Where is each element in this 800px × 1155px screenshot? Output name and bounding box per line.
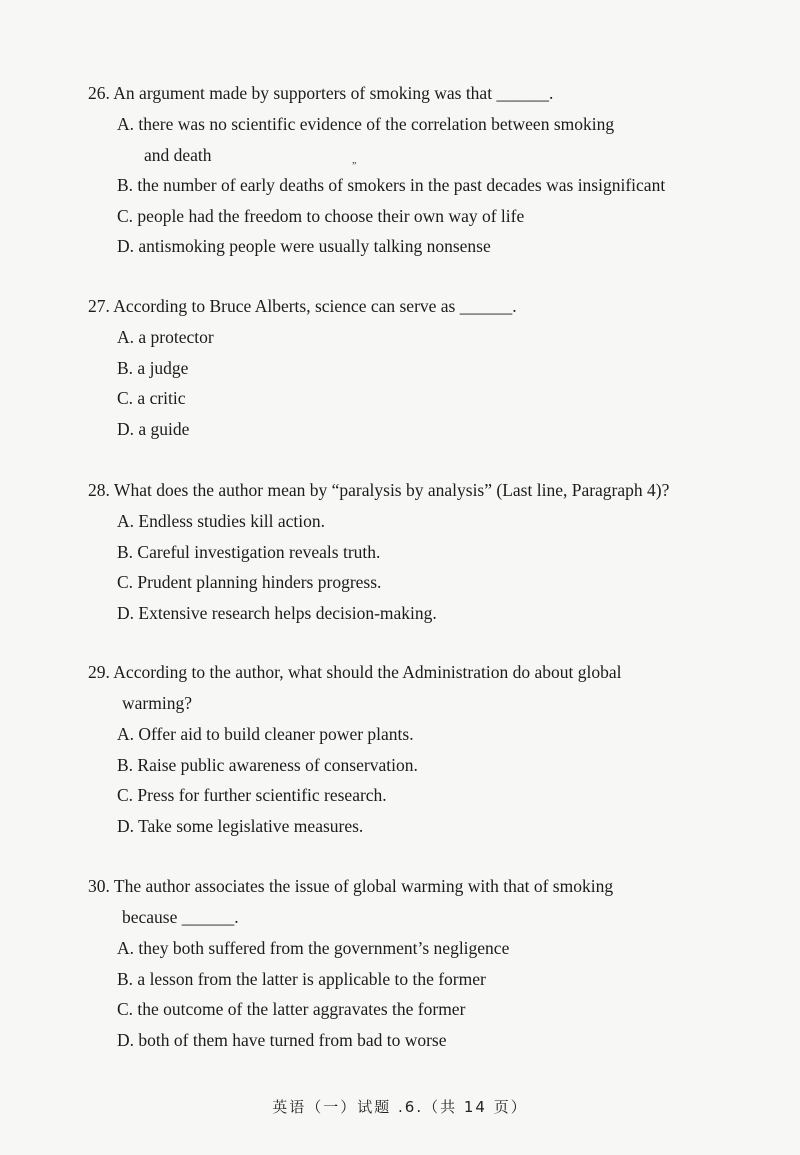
question-29 [88, 657, 733, 841]
question-30 [88, 871, 733, 1055]
question-27 [88, 291, 733, 444]
question-stem: 28. What does the author mean by “paralysis by analysis” (Last line, Paragraph 4)? [88, 480, 670, 500]
option-d: D. antismoking people were usually talking nonsense [117, 236, 491, 257]
print-speck: „ [352, 155, 357, 166]
option-list [117, 933, 733, 1055]
question-28 [88, 475, 733, 628]
option-list [117, 109, 733, 262]
option-a: A. Offer aid to build cleaner power plants. [117, 724, 414, 744]
option-d: D. Take some legislative measures. [117, 815, 364, 836]
option-list [117, 322, 733, 444]
page-footer: 英语（一）试题 .6.（共 14 页） [272, 1098, 528, 1116]
option-b: B. Raise public awareness of conservation. [117, 754, 418, 775]
option-d: D. a guide [117, 418, 190, 439]
option-list [117, 506, 733, 628]
option-c: C. a critic [117, 388, 186, 409]
question-stem: 30. The author associates the issue of global warming with that of smoking because ______. [88, 876, 614, 927]
option-b: B. the number of early deaths of smokers in the past decades was insignificant [117, 175, 666, 196]
question-stem: 27. According to Bruce Alberts, science can serve as ______. [88, 296, 517, 316]
option-a: A. a protector [117, 327, 214, 347]
option-c: C. Prudent planning hinders progress. [117, 572, 382, 593]
option-c: C. the outcome of the latter aggravates the former [117, 999, 466, 1020]
question-26 [88, 78, 733, 262]
option-c: C. people had the freedom to choose their own way of life [117, 205, 525, 226]
option-a: A. there was no scientific evidence of the correlation between smoking and death [117, 114, 615, 165]
question-stem: 29. According to the author, what should the Administration do about global warming? [88, 662, 622, 713]
option-a: A. they both suffered from the government’s negligence [117, 938, 510, 958]
question-stem: 26. An argument made by supporters of smoking was that ______. [88, 83, 554, 103]
option-b: B. a lesson from the latter is applicable to the former [117, 968, 486, 989]
option-list [117, 719, 733, 841]
option-c: C. Press for further scientific research. [117, 785, 387, 806]
option-b: B. Careful investigation reveals truth. [117, 541, 381, 562]
option-a: A. Endless studies kill action. [117, 511, 326, 531]
option-d: D. both of them have turned from bad to worse [117, 1029, 447, 1050]
option-d: D. Extensive research helps decision-making. [117, 602, 437, 623]
option-b: B. a judge [117, 357, 189, 378]
